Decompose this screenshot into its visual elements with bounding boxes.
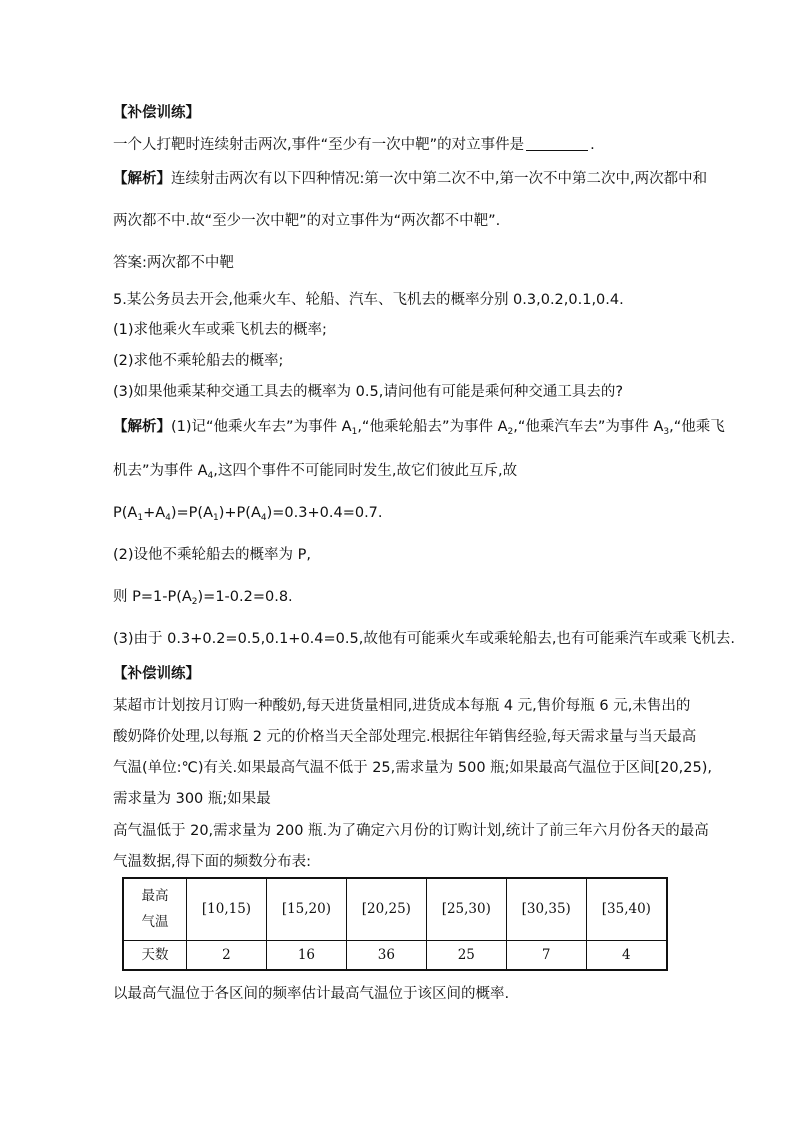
days-cell: 36 [346, 940, 426, 970]
equation-text: )=P(A [170, 505, 214, 521]
solution-tag: 【解析】 [113, 419, 171, 435]
answer-line: 答案:两次都不中靶 [113, 255, 234, 271]
solution-line [113, 417, 725, 437]
header-text: 最高 [141, 888, 169, 905]
subscript: 1 [351, 427, 358, 437]
problem-text: 气温(单位:℃)有关.如果最高气温不低于 25,需求量为 500 瓶;如果最高气温位于区间[20,25), [113, 760, 712, 776]
problem-text: 需求量为 300 瓶;如果最 [113, 791, 271, 807]
days-cell: 2 [187, 940, 267, 970]
interval-cell: [15,20) [266, 878, 346, 940]
subscript: 4 [260, 513, 267, 523]
interval-cell: [10,15) [187, 878, 267, 940]
row-header-temperature [123, 878, 187, 940]
question-text-part: 一个人打靶时连续射击两次,事件“至少有一次中靶”的对立事件是 [113, 137, 525, 153]
solution-line: (2)设他不乘轮船去的概率为 P, [113, 547, 312, 563]
solution-text: ,“他乘汽车去”为事件 A [513, 419, 664, 435]
frequency-table [122, 877, 668, 971]
equation-line [113, 587, 293, 607]
equation-line [113, 503, 383, 523]
answer-blank [526, 136, 588, 151]
interval-cell: [35,40) [586, 878, 667, 940]
problem-question: (1)求他乘火车或乘飞机去的概率; [113, 322, 327, 338]
subscript: 4 [165, 513, 171, 523]
solution-text: 机去”为事件 A [113, 463, 208, 479]
section-tag: 【补偿训练】 [113, 666, 200, 682]
problem-question: (3)如果他乘某种交通工具去的概率为 0.5,请问他有可能是乘何种交通工具去的? [113, 384, 624, 400]
solution-line [113, 461, 517, 481]
section-tag: 【补偿训练】 [113, 105, 200, 121]
equation-text: )=0.3+0.4=0.7. [266, 505, 383, 521]
subscript: 2 [191, 597, 198, 607]
equation-text: +A [143, 505, 166, 521]
problem-text: 某超市计划按月订购一种酸奶,每天进货量相同,进货成本每瓶 4 元,售价每瓶 6 元,未售出的 [113, 698, 691, 714]
equation-text: )=1-0.2=0.8. [197, 589, 293, 605]
equation-text: )+P(A [218, 505, 261, 521]
equation-text: P(A [113, 505, 138, 521]
interval-cell: [25,30) [426, 878, 506, 940]
problem-question: (2)求他不乘轮船去的概率; [113, 353, 284, 369]
solution-line: 两次都不中.故“至少一次中靶”的对立事件为“两次都不中靶”. [113, 213, 501, 229]
solution-text: (1)记“他乘火车去”为事件 A [171, 419, 352, 435]
problem-text: 气温数据,得下面的频数分布表: [113, 854, 311, 870]
problem-text: 高气温低于 20,需求量为 200 瓶.为了确定六月份的订购计划,统计了前三年六月份各天的最高 [113, 823, 709, 839]
table-row [123, 940, 667, 970]
solution-line [113, 169, 707, 189]
problem-stem: 5.某公务员去开会,他乘火车、轮船、汽车、飞机去的概率分别 0.3,0.2,0.1,0.4. [113, 292, 624, 308]
subscript: 3 [663, 427, 670, 437]
problem-text: 以最高气温位于各区间的频率估计最高气温位于该区间的概率. [113, 986, 510, 1002]
subscript: 1 [137, 513, 144, 523]
question-text [113, 135, 595, 155]
days-cell: 16 [266, 940, 346, 970]
subscript: 2 [507, 427, 514, 437]
table-row [123, 878, 667, 940]
equation-text: 则 P=1-P(A [113, 589, 192, 605]
question-text-part: . [590, 137, 595, 153]
subscript: 4 [207, 471, 214, 481]
solution-text: ,这四个事件不可能同时发生,故它们彼此互斥,故 [213, 463, 518, 479]
days-cell: 25 [426, 940, 506, 970]
header-text: 气温 [141, 914, 169, 931]
problem-text: 酸奶降价处理,以每瓶 2 元的价格当天全部处理完.根据往年销售经验,每天需求量与当天最高 [113, 729, 697, 745]
solution-tag: 【解析】 [113, 171, 171, 187]
subscript: 1 [213, 513, 219, 523]
days-cell: 7 [506, 940, 586, 970]
interval-cell: [20,25) [346, 878, 426, 940]
row-header-days: 天数 [123, 940, 187, 970]
days-cell: 4 [586, 940, 667, 970]
solution-line: (3)由于 0.3+0.2=0.5,0.1+0.4=0.5,故他有可能乘火车或乘轮船去,也有可能乘汽车或乘飞机去. [113, 631, 736, 647]
solution-text: 连续射击两次有以下四种情况:第一次中第二次不中,第一次不中第二次中,两次都中和 [171, 171, 708, 187]
interval-cell: [30,35) [506, 878, 586, 940]
solution-text: ,“他乘轮船去”为事件 A [357, 419, 508, 435]
solution-text: ,“他乘飞 [669, 419, 725, 435]
